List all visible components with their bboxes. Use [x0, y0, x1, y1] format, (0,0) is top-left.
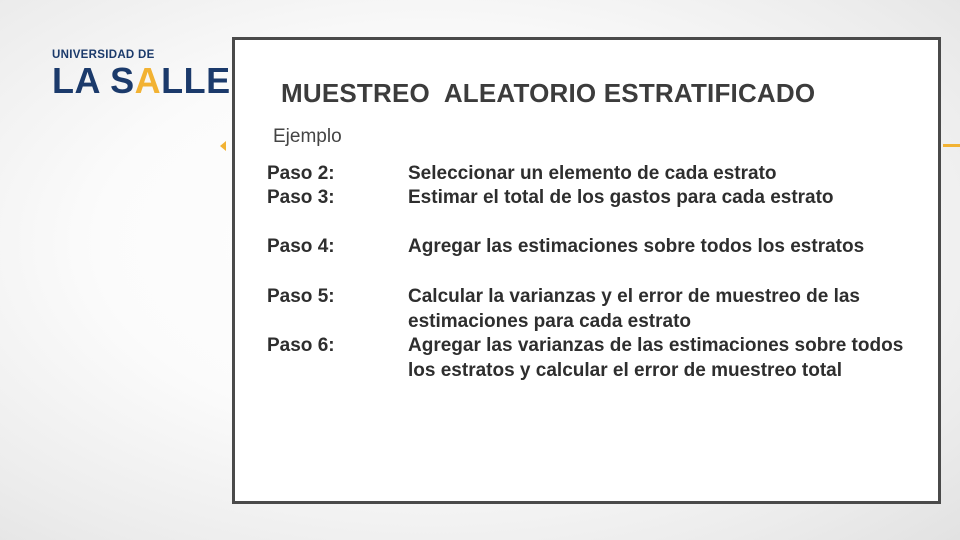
step-label: Paso 5:	[267, 286, 335, 307]
step-text: Seleccionar un elemento de cada estrato	[408, 163, 777, 184]
logo-main-part1: LA S	[52, 60, 135, 101]
logo-main-text	[52, 59, 231, 103]
step-text: Estimar el total de los gastos para cada estrato	[408, 187, 834, 208]
logo-main-part2: LLE	[161, 60, 231, 101]
decorative-arrow-marker	[220, 141, 226, 151]
decorative-accent-line	[943, 144, 960, 147]
step-text: Agregar las varianzas de las estimaciones sobre todos los estratos y calcular el error de muestreo total	[408, 335, 904, 381]
step-label: Paso 2:	[267, 163, 335, 184]
logo-main-accent: A	[134, 60, 162, 101]
step-label: Paso 4:	[267, 236, 335, 257]
slide-title: MUESTREO ALEATORIO ESTRATIFICADO	[281, 78, 816, 108]
step-text: Calcular la varianzas y el error de muestreo de las estimaciones para cada estrato	[408, 286, 861, 332]
slide-image-frame	[232, 37, 941, 504]
university-logo	[52, 49, 231, 101]
step-label: Paso 3:	[267, 187, 335, 208]
slide-subtitle: Ejemplo	[273, 126, 342, 147]
step-label: Paso 6:	[267, 335, 335, 356]
step-text: Agregar las estimaciones sobre todos los estratos	[408, 236, 865, 257]
logo-top-text: UNIVERSIDAD DE	[52, 49, 155, 61]
